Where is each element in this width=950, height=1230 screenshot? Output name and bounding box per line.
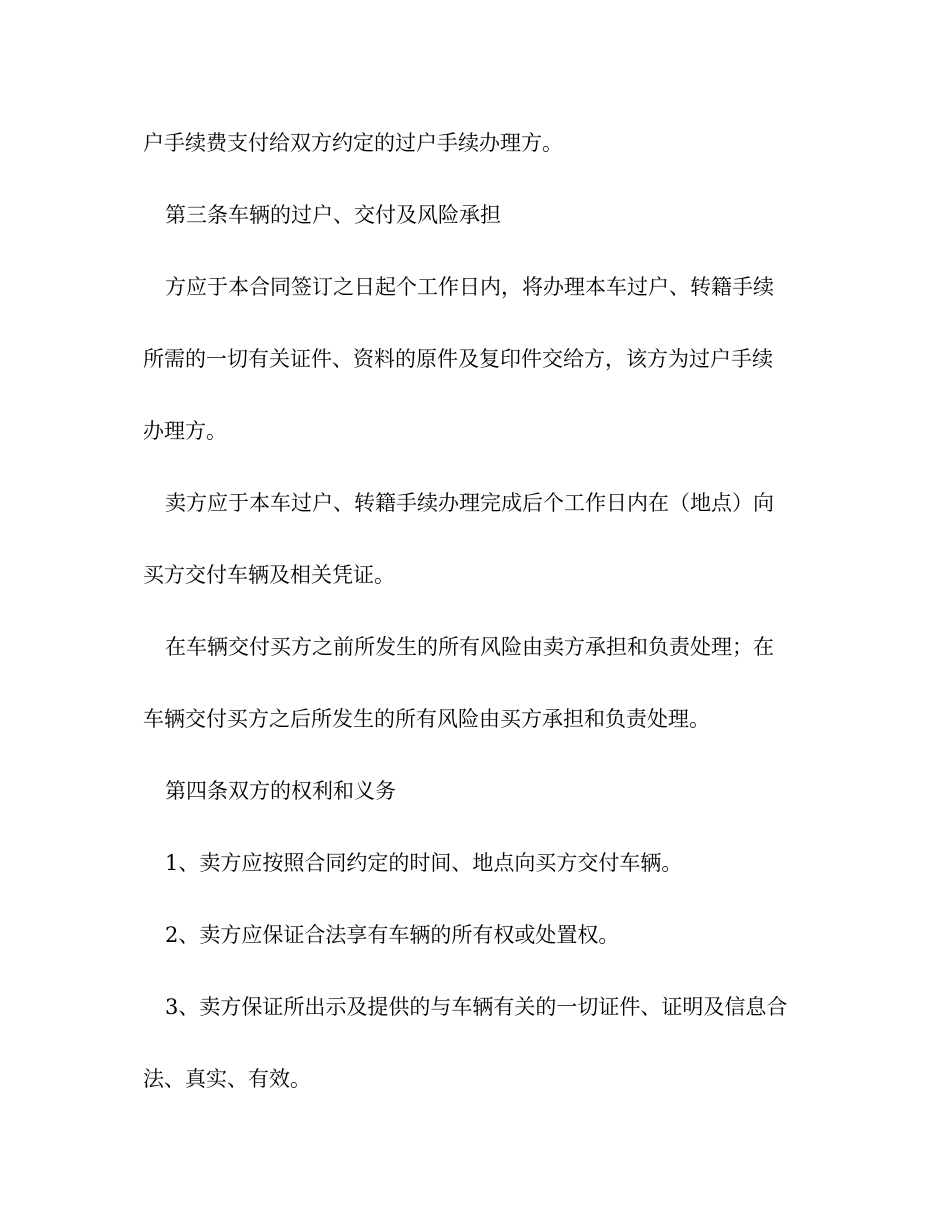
list-item: 1、卖方应按照合同约定的时间、地点向买方交付车辆。 [165, 851, 683, 875]
text-line: 买方交付车辆及相关凭证。 [143, 563, 395, 587]
text-line: 卖方应于本车过户、转籍手续办理完成后个工作日内在（地点）向 [165, 491, 774, 515]
text-line: 在车辆交付买方之前所发生的所有风险由卖方承担和负责处理；在 [165, 635, 774, 659]
text-line: 方应于本合同签订之日起个工作日内，将办理本车过户、转籍手续 [165, 275, 774, 299]
text-line: 车辆交付买方之后所发生的所有风险由买方承担和负责处理。 [143, 707, 710, 731]
text-line: 户手续费支付给双方约定的过户手续办理方。 [143, 131, 563, 155]
text-line: 办理方。 [143, 419, 227, 443]
list-item: 3、卖方保证所出示及提供的与车辆有关的一切证件、证明及信息合 [165, 995, 788, 1019]
text-line: 法、真实、有效。 [143, 1067, 311, 1091]
text-line: 所需的一切有关证件、资料的原件及复印件交给方，该方为过户手续 [143, 347, 773, 371]
list-item: 2、卖方应保证合法享有车辆的所有权或处置权。 [165, 923, 620, 947]
section-heading: 第三条车辆的过户、交付及风险承担 [165, 203, 501, 227]
section-heading: 第四条双方的权利和义务 [165, 779, 396, 803]
